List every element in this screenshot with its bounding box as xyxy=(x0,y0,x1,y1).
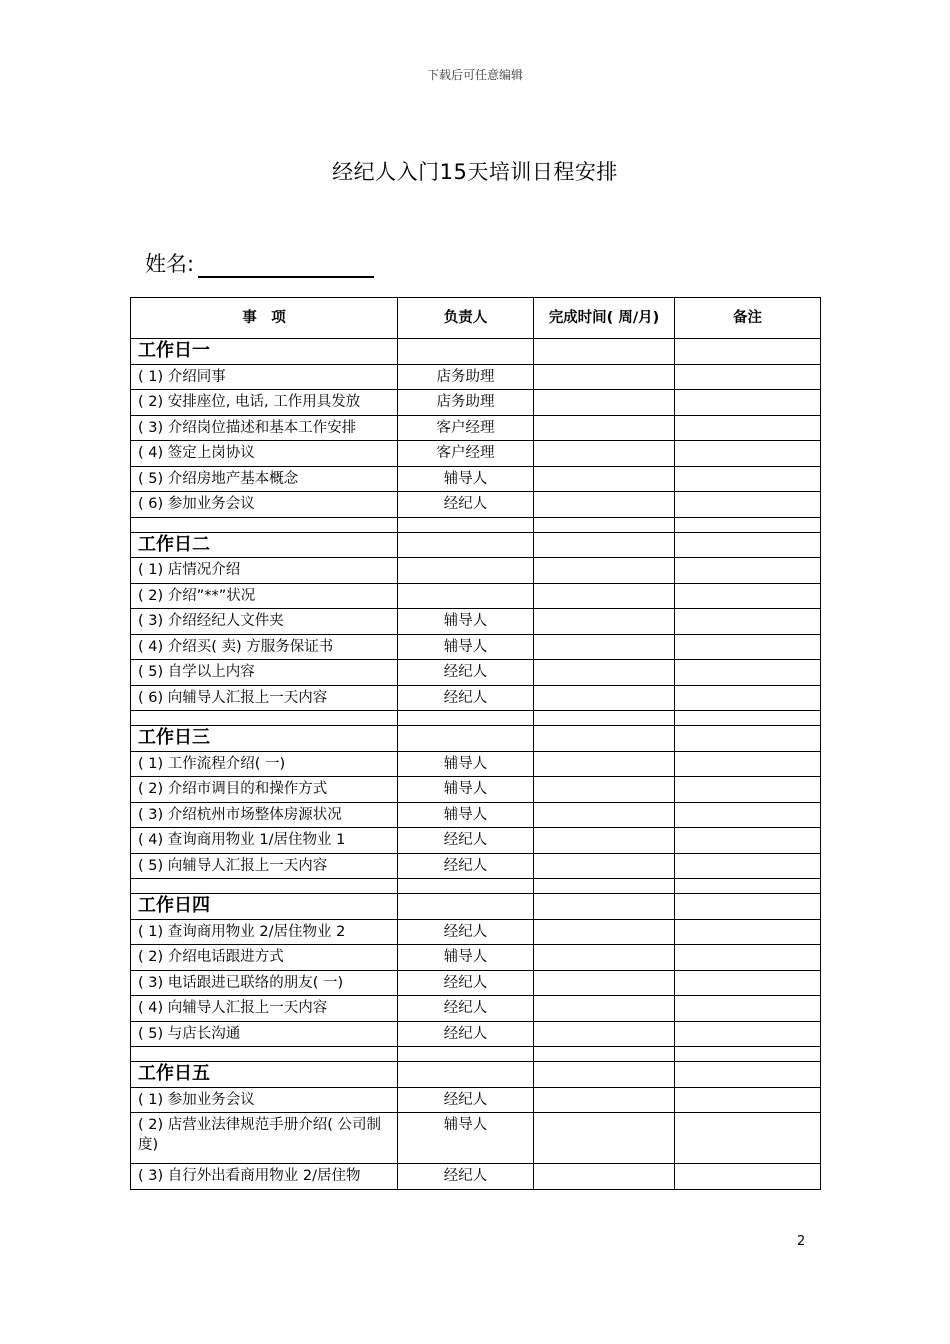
cell-completion-time xyxy=(534,777,675,803)
table-row xyxy=(131,1113,821,1164)
cell-completion-time xyxy=(534,996,675,1022)
cell-remarks xyxy=(675,996,821,1022)
cell-remarks xyxy=(675,1021,821,1047)
cell-owner: 客户经理 xyxy=(398,441,534,467)
cell-completion-time xyxy=(534,919,675,945)
cell-completion-time xyxy=(534,802,675,828)
cell-remarks xyxy=(675,339,821,365)
cell-item: ( 2) 店营业法律规范手册介绍( 公司制度) xyxy=(131,1113,398,1164)
cell-owner: 经纪人 xyxy=(398,1164,534,1190)
table-row xyxy=(131,364,821,390)
cell-completion-time xyxy=(534,609,675,635)
cell-item: ( 5) 介绍房地产基本概念 xyxy=(131,466,398,492)
cell-remarks xyxy=(675,945,821,971)
cell-completion-time xyxy=(534,1113,675,1164)
cell-remarks xyxy=(675,660,821,686)
cell-owner: 辅导人 xyxy=(398,945,534,971)
cell-item xyxy=(131,879,398,894)
cell-completion-time xyxy=(534,364,675,390)
schedule-body xyxy=(131,339,821,1190)
table-row xyxy=(131,558,821,584)
table-row xyxy=(131,415,821,441)
cell-remarks xyxy=(675,390,821,416)
cell-item: ( 3) 电话跟进已联络的朋友( 一) xyxy=(131,970,398,996)
cell-completion-time xyxy=(534,390,675,416)
cell-completion-time xyxy=(534,828,675,854)
cell-remarks xyxy=(675,751,821,777)
cell-completion-time xyxy=(534,1062,675,1088)
cell-owner xyxy=(398,1062,534,1088)
cell-completion-time xyxy=(534,1087,675,1113)
cell-owner: 辅导人 xyxy=(398,609,534,635)
cell-item: ( 5) 与店长沟通 xyxy=(131,1021,398,1047)
cell-owner: 辅导人 xyxy=(398,777,534,803)
cell-owner xyxy=(398,517,534,532)
day-header-row xyxy=(131,1062,821,1088)
header-note: 下载后可任意编辑 xyxy=(426,68,523,82)
cell-item: ( 5) 向辅导人汇报上一天内容 xyxy=(131,853,398,879)
table-row xyxy=(131,1021,821,1047)
table-row xyxy=(131,609,821,635)
cell-completion-time xyxy=(534,441,675,467)
cell-owner: 辅导人 xyxy=(398,751,534,777)
table-row xyxy=(131,996,821,1022)
table-row xyxy=(131,1164,821,1190)
table-row xyxy=(131,802,821,828)
page-title: 经纪人入门15天培训日程安排 xyxy=(332,160,618,184)
cell-remarks xyxy=(675,853,821,879)
cell-remarks xyxy=(675,879,821,894)
cell-item: ( 1) 工作流程介绍( 一) xyxy=(131,751,398,777)
cell-item: ( 2) 介绍”**”状况 xyxy=(131,583,398,609)
cell-remarks xyxy=(675,802,821,828)
cell-completion-time xyxy=(534,339,675,365)
spacer-row xyxy=(131,879,821,894)
cell-item xyxy=(131,711,398,726)
table-row xyxy=(131,685,821,711)
name-field xyxy=(145,248,374,278)
cell-item: 工作日四 xyxy=(131,894,398,920)
cell-remarks xyxy=(675,970,821,996)
cell-remarks xyxy=(675,558,821,584)
table-row xyxy=(131,828,821,854)
cell-owner xyxy=(398,583,534,609)
day-header-row xyxy=(131,339,821,365)
cell-completion-time xyxy=(534,517,675,532)
cell-item xyxy=(131,1047,398,1062)
cell-owner: 店务助理 xyxy=(398,390,534,416)
cell-item: ( 1) 介绍同事 xyxy=(131,364,398,390)
cell-owner: 经纪人 xyxy=(398,1087,534,1113)
cell-item: ( 6) 向辅导人汇报上一天内容 xyxy=(131,685,398,711)
cell-remarks xyxy=(675,828,821,854)
cell-remarks xyxy=(675,685,821,711)
cell-item: ( 1) 参加业务会议 xyxy=(131,1087,398,1113)
cell-remarks xyxy=(675,364,821,390)
cell-owner: 经纪人 xyxy=(398,828,534,854)
table-row xyxy=(131,390,821,416)
cell-owner: 辅导人 xyxy=(398,634,534,660)
cell-completion-time xyxy=(534,945,675,971)
day-header-row xyxy=(131,532,821,558)
table-header-row xyxy=(131,298,821,339)
cell-owner xyxy=(398,532,534,558)
cell-owner: 经纪人 xyxy=(398,919,534,945)
table-row xyxy=(131,945,821,971)
header-owner: 负责人 xyxy=(398,298,534,339)
cell-remarks xyxy=(675,1047,821,1062)
cell-owner: 经纪人 xyxy=(398,1021,534,1047)
table-row xyxy=(131,583,821,609)
cell-owner: 辅导人 xyxy=(398,1113,534,1164)
cell-owner: 经纪人 xyxy=(398,970,534,996)
table-row xyxy=(131,853,821,879)
cell-remarks xyxy=(675,711,821,726)
cell-item: ( 2) 安排座位, 电话, 工作用具发放 xyxy=(131,390,398,416)
cell-owner: 辅导人 xyxy=(398,802,534,828)
table-row xyxy=(131,1087,821,1113)
page-number: 2 xyxy=(797,1234,806,1249)
cell-item: 工作日二 xyxy=(131,532,398,558)
spacer-row xyxy=(131,711,821,726)
cell-item: 工作日三 xyxy=(131,726,398,752)
cell-remarks xyxy=(675,1087,821,1113)
table-row xyxy=(131,970,821,996)
cell-completion-time xyxy=(534,894,675,920)
cell-owner xyxy=(398,1047,534,1062)
header-completion-time: 完成时间( 周/月) xyxy=(534,298,675,339)
spacer-row xyxy=(131,1047,821,1062)
cell-owner: 辅导人 xyxy=(398,466,534,492)
table-row xyxy=(131,441,821,467)
cell-owner: 经纪人 xyxy=(398,996,534,1022)
table-row xyxy=(131,466,821,492)
cell-completion-time xyxy=(534,970,675,996)
cell-completion-time xyxy=(534,879,675,894)
cell-item: ( 4) 介绍买( 卖) 方服务保证书 xyxy=(131,634,398,660)
cell-owner xyxy=(398,894,534,920)
cell-item xyxy=(131,517,398,532)
spacer-row xyxy=(131,517,821,532)
cell-owner xyxy=(398,558,534,584)
cell-owner xyxy=(398,711,534,726)
schedule-table xyxy=(130,297,821,1190)
cell-item: 工作日一 xyxy=(131,339,398,365)
cell-remarks xyxy=(675,532,821,558)
cell-remarks xyxy=(675,777,821,803)
cell-item: ( 5) 自学以上内容 xyxy=(131,660,398,686)
cell-completion-time xyxy=(534,466,675,492)
cell-completion-time xyxy=(534,1021,675,1047)
cell-item: ( 3) 自行外出看商用物业 2/居住物 xyxy=(131,1164,398,1190)
cell-remarks xyxy=(675,609,821,635)
cell-remarks xyxy=(675,441,821,467)
cell-completion-time xyxy=(534,583,675,609)
cell-item: ( 2) 介绍电话跟进方式 xyxy=(131,945,398,971)
cell-owner xyxy=(398,879,534,894)
cell-completion-time xyxy=(534,711,675,726)
cell-owner: 店务助理 xyxy=(398,364,534,390)
cell-remarks xyxy=(675,1164,821,1190)
cell-item: ( 4) 签定上岗协议 xyxy=(131,441,398,467)
cell-remarks xyxy=(675,726,821,752)
header-remarks: 备注 xyxy=(675,298,821,339)
cell-owner: 经纪人 xyxy=(398,660,534,686)
cell-item: ( 3) 介绍岗位描述和基本工作安排 xyxy=(131,415,398,441)
cell-item: ( 1) 店情况介绍 xyxy=(131,558,398,584)
header-item: 事 项 xyxy=(131,298,398,339)
cell-remarks xyxy=(675,1113,821,1164)
cell-owner: 经纪人 xyxy=(398,685,534,711)
cell-completion-time xyxy=(534,853,675,879)
cell-completion-time xyxy=(534,1047,675,1062)
cell-owner: 经纪人 xyxy=(398,492,534,518)
cell-owner: 客户经理 xyxy=(398,415,534,441)
cell-remarks xyxy=(675,466,821,492)
cell-remarks xyxy=(675,1062,821,1088)
cell-remarks xyxy=(675,492,821,518)
name-label: 姓名: xyxy=(145,252,195,276)
cell-completion-time xyxy=(534,1164,675,1190)
table-row xyxy=(131,492,821,518)
table-row xyxy=(131,751,821,777)
cell-remarks xyxy=(675,894,821,920)
cell-completion-time xyxy=(534,492,675,518)
table-row xyxy=(131,777,821,803)
cell-owner: 经纪人 xyxy=(398,853,534,879)
cell-item: ( 2) 介绍市调目的和操作方式 xyxy=(131,777,398,803)
cell-completion-time xyxy=(534,685,675,711)
cell-remarks xyxy=(675,919,821,945)
cell-item: ( 3) 介绍杭州市场整体房源状况 xyxy=(131,802,398,828)
cell-completion-time xyxy=(534,634,675,660)
day-header-row xyxy=(131,894,821,920)
cell-remarks xyxy=(675,415,821,441)
cell-item: ( 4) 查询商用物业 1/居住物业 1 xyxy=(131,828,398,854)
cell-item: 工作日五 xyxy=(131,1062,398,1088)
cell-remarks xyxy=(675,634,821,660)
table-row xyxy=(131,660,821,686)
cell-completion-time xyxy=(534,558,675,584)
cell-remarks xyxy=(675,517,821,532)
cell-completion-time xyxy=(534,660,675,686)
name-blank-line xyxy=(198,254,374,278)
cell-owner xyxy=(398,726,534,752)
cell-completion-time xyxy=(534,726,675,752)
table-row xyxy=(131,919,821,945)
cell-item: ( 1) 查询商用物业 2/居住物业 2 xyxy=(131,919,398,945)
cell-owner xyxy=(398,339,534,365)
cell-item: ( 4) 向辅导人汇报上一天内容 xyxy=(131,996,398,1022)
table-row xyxy=(131,634,821,660)
cell-completion-time xyxy=(534,532,675,558)
cell-remarks xyxy=(675,583,821,609)
cell-item: ( 6) 参加业务会议 xyxy=(131,492,398,518)
cell-item: ( 3) 介绍经纪人文件夹 xyxy=(131,609,398,635)
day-header-row xyxy=(131,726,821,752)
cell-completion-time xyxy=(534,751,675,777)
cell-completion-time xyxy=(534,415,675,441)
